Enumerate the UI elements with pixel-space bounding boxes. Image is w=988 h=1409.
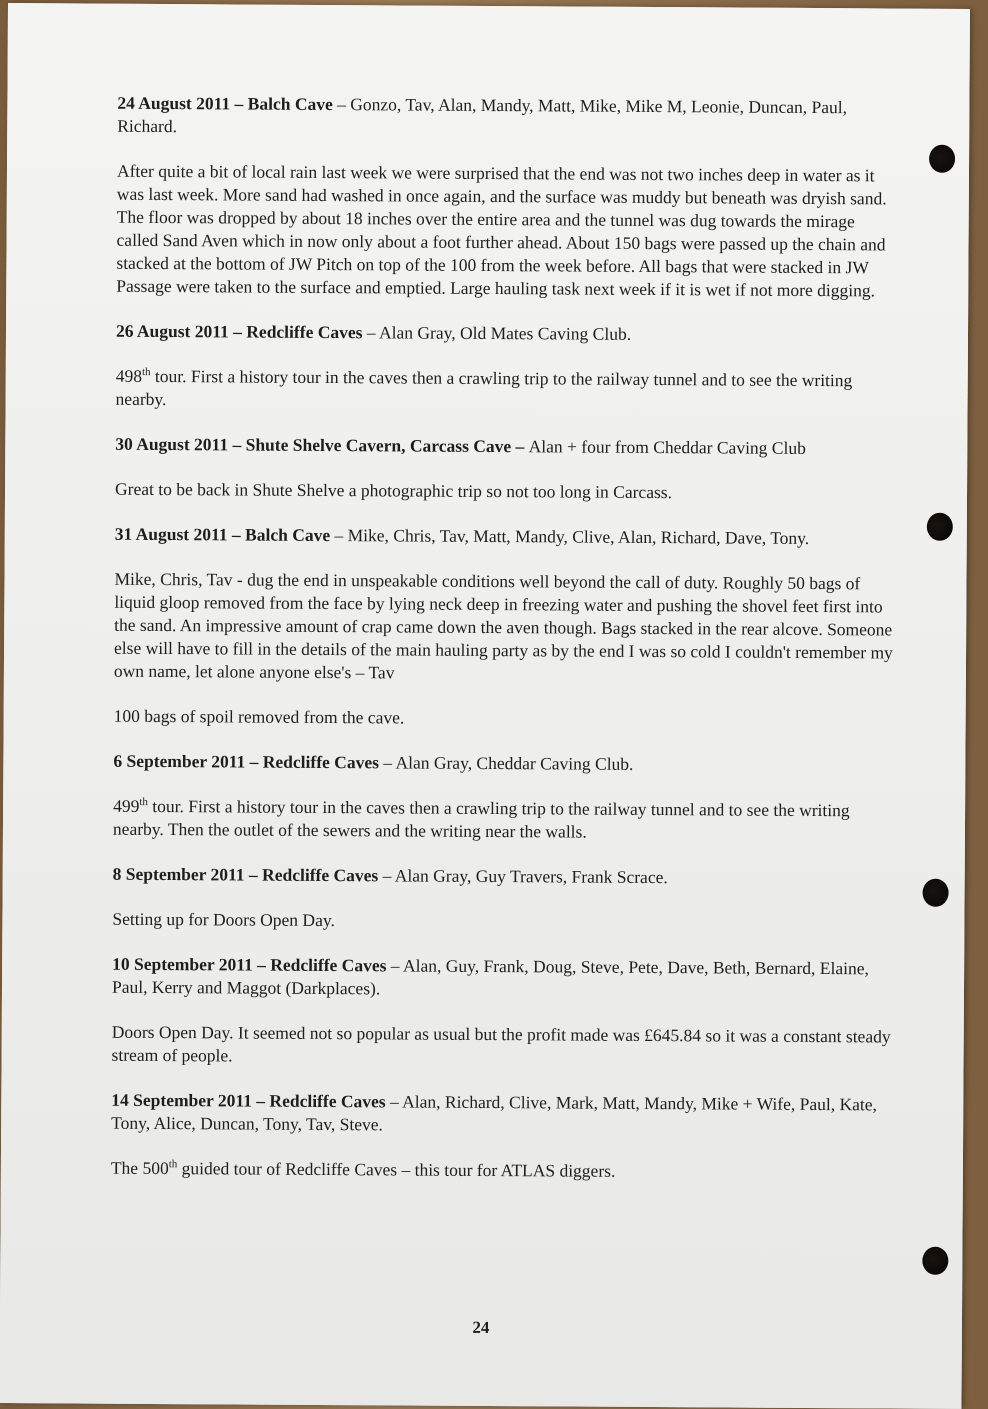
punch-hole — [929, 145, 955, 173]
entry-place: Redcliffe Caves — [269, 1090, 386, 1112]
tour-ordinal-suffix: th — [139, 796, 148, 809]
log-entry — [116, 320, 897, 416]
entry-place: Balch Cave — [245, 524, 331, 546]
entry-heading — [113, 863, 893, 891]
entry-people: Alan Gray, Guy Travers, Frank Scrace. — [394, 865, 668, 888]
log-entry — [111, 1089, 892, 1185]
page-number: 24 — [472, 1317, 490, 1338]
tour-prefix: The — [110, 1157, 143, 1178]
entry-people: Gonzo, Tav, Alan, Mandy, Matt, Mike, Mike M, Leonie, Duncan, Paul, Richard. — [117, 94, 848, 137]
entry-date: 8 September 2011 — [112, 863, 245, 885]
tour-number: 499 — [113, 795, 140, 816]
entry-date: 6 September 2011 — [113, 750, 246, 772]
punch-hole — [927, 513, 953, 541]
entry-dash: – — [378, 752, 396, 773]
punch-hole — [922, 1247, 948, 1275]
entry-date: 14 September 2011 — [111, 1089, 253, 1111]
log-entry — [116, 92, 897, 303]
entry-body: After quite a bit of local rain last week we were surprised that the end was not two inches deep in water as it was last week. More sand had washed in once again, and the surface was muddy but beneath was dryish sand. The floor was dropped by about 18 inches over the entire area and the tunnel was dug towards the mirage called Sand Aven which in now only about a foot further ahead. About 150 bags were passed up the chain and stacked at the bottom of JW Pitch on top of the 100 from the week before. All bags that were stacked in JW Passage were taken to the surface and emptied. Large hauling task next week if it is wet if not more digging. — [116, 160, 887, 301]
entry-body-text: guided tour of Redcliffe Caves – this tour for ATLAS diggers. — [177, 1158, 616, 1181]
entry-place: Redcliffe Caves — [262, 864, 379, 886]
entry-dash: – — [332, 94, 351, 115]
entry-people: Alan, Guy, Frank, Doug, Steve, Pete, Dave, Beth, Bernard, Elaine, Paul, Kerry and Maggot (Darkplaces). — [111, 955, 869, 999]
entry-people: Alan Gray, Old Mates Caving Club. — [378, 322, 632, 344]
entry-heading — [112, 953, 892, 1004]
entry-dash: – — [228, 321, 247, 342]
entry-body-text: tour. First a history tour in the caves then a crawling trip to the railway tunnel and to see the writing nearby. Then the outlet of the sewers and the writing near the walls. — [112, 795, 850, 842]
entry-dash: – — [245, 751, 263, 772]
entry-body: 100 bags of spoil removed from the cave. — [113, 705, 405, 728]
entry-place: Redcliffe Caves — [246, 321, 363, 343]
entry-people: Alan + four from Cheddar Caving Club — [528, 436, 806, 458]
entry-heading — [115, 433, 895, 461]
document-page — [0, 3, 970, 1409]
tour-number: 500 — [142, 1157, 169, 1179]
entry-heading — [117, 92, 897, 143]
tour-ordinal-suffix: th — [141, 366, 151, 379]
entry-dash: – — [330, 525, 348, 546]
entry-dash: – — [386, 955, 404, 976]
entry-body: Doors Open Day. It seemed not so popular as usual but the profit made was £645.84 so it was a constant steady stream of people. — [111, 1021, 891, 1066]
entry-dash: – — [230, 93, 248, 114]
entry-people: Alan Gray, Cheddar Caving Club. — [395, 752, 634, 774]
entry-body — [116, 365, 896, 416]
entry-place: Balch Cave — [247, 93, 333, 115]
entry-people: Alan, Richard, Clive, Mark, Matt, Mandy, Mike + Wife, Paul, Kate, Tony, Alice, Duncan, Tony, Tav, Steve. — [111, 1091, 877, 1135]
tour-ordinal-suffix: th — [168, 1158, 178, 1171]
entry-dash: – — [244, 864, 263, 885]
entry-dash: – — [362, 322, 380, 343]
entry-date: 26 August 2011 — [115, 320, 229, 342]
entry-heading — [115, 523, 895, 551]
entry-date: 30 August 2011 — [115, 433, 229, 455]
entry-body: Setting up for Doors Open Day. — [112, 908, 335, 931]
entry-heading — [116, 320, 896, 348]
entry-dash: – — [251, 1090, 270, 1111]
entry-heading — [113, 750, 893, 778]
log-entry — [115, 433, 895, 506]
entry-dash: – — [511, 436, 529, 457]
entry-body — [111, 1157, 891, 1185]
entry-body: Mike, Chris, Tav - dug the end in unspeakable conditions well beyond the call of duty. Roughly 50 bags of liquid gloop removed from the face by lying neck deep in freezing water and pushing the shovel feet first into the sand. An impressive amount of crap came down the aven though. Bags stacked in the rear alcove. Someone else will have to fill in the details of the main hauling party as by the end I was so cold I couldn't remember my own name, let alone anyone else's – Tav — [113, 568, 893, 683]
entry-place: Redcliffe Caves — [270, 954, 387, 976]
entry-dash: – — [227, 524, 246, 545]
entry-dash: – — [378, 865, 395, 886]
log-entries — [111, 92, 898, 1207]
entry-people: Mike, Chris, Tav, Matt, Mandy, Clive, Alan, Richard, Dave, Tony. — [347, 525, 810, 548]
tour-number: 498 — [115, 365, 143, 386]
log-entry — [114, 523, 895, 733]
entry-dash: – — [252, 954, 271, 975]
entry-heading — [111, 1089, 891, 1140]
entry-dash: – — [228, 434, 246, 455]
log-entry — [113, 750, 894, 846]
entry-date: 10 September 2011 — [112, 953, 253, 975]
entry-body — [113, 795, 893, 846]
log-entry — [112, 863, 892, 936]
entry-body-text: tour. First a history tour in the caves then a crawling trip to the railway tunnel and to see the writing nearby. — [115, 365, 853, 410]
entry-dash: – — [385, 1091, 403, 1112]
entry-date: 31 August 2011 — [114, 523, 228, 545]
entry-place: Redcliffe Caves — [262, 751, 380, 773]
log-entry — [112, 953, 893, 1072]
entry-place: Shute Shelve Cavern, Carcass Cave — [245, 434, 512, 457]
entry-body: Great to be back in Shute Shelve a photographic trip so not too long in Carcass. — [114, 478, 673, 503]
punch-hole — [923, 879, 949, 907]
entry-date: 24 August 2011 — [117, 92, 231, 114]
